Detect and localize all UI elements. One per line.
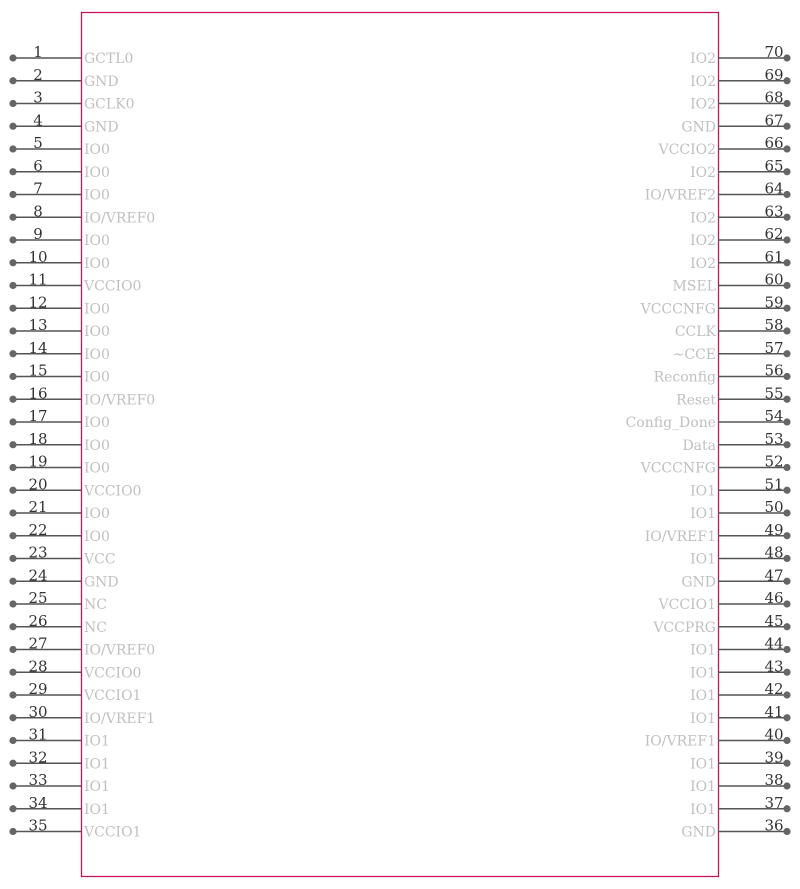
pin-14	[9, 339, 110, 363]
pin-number: 51	[764, 475, 784, 494]
pin-endpoint-dot	[783, 259, 790, 266]
pin-24	[9, 566, 118, 590]
pin-name: IO0	[84, 255, 110, 272]
pin-number: 47	[764, 566, 784, 585]
pin-41	[690, 703, 791, 727]
pin-number: 50	[764, 498, 784, 516]
pin-endpoint-dot	[783, 441, 790, 448]
component-body	[82, 13, 719, 877]
pin-number: 9	[33, 225, 43, 243]
pin-endpoint-dot	[9, 441, 16, 448]
pin-name: IO/VREF0	[84, 642, 156, 659]
pin-70	[690, 43, 791, 67]
pin-63	[690, 202, 791, 226]
pin-endpoint-dot	[783, 418, 790, 425]
pin-name: IO0	[84, 460, 110, 477]
pin-number: 64	[764, 179, 784, 198]
pin-name: IO1	[84, 801, 110, 818]
pin-endpoint-dot	[783, 282, 790, 289]
pin-name: IO2	[690, 210, 716, 227]
pin-name: IO0	[84, 301, 110, 318]
pin-name: IO/VREF1	[644, 733, 716, 750]
pin-endpoint-dot	[783, 509, 790, 516]
pin-number: 27	[28, 634, 48, 653]
pin-number: 35	[28, 816, 48, 835]
pin-endpoint-dot	[9, 259, 16, 266]
pin-55	[676, 384, 791, 408]
pin-name: VCCCNFG	[640, 460, 716, 477]
pin-name: IO1	[690, 483, 716, 500]
pin-22	[9, 521, 110, 545]
pin-name: IO0	[84, 369, 110, 386]
pin-number: 11	[28, 270, 48, 289]
pin-number: 55	[764, 384, 784, 403]
pin-endpoint-dot	[9, 623, 16, 630]
pin-endpoint-dot	[783, 191, 790, 198]
pin-endpoint-dot	[783, 623, 790, 630]
pin-name: GCTL0	[84, 51, 134, 67]
pin-number: 52	[764, 452, 784, 471]
pin-45	[652, 612, 790, 636]
pin-number: 67	[764, 111, 784, 130]
pin-7	[9, 180, 110, 204]
pin-endpoint-dot	[9, 714, 16, 721]
pin-name: Data	[682, 437, 716, 454]
pin-54	[626, 407, 791, 431]
pin-35	[9, 817, 141, 841]
pin-endpoint-dot	[783, 464, 790, 471]
pin-16	[9, 384, 155, 408]
pin-number: 22	[28, 520, 48, 539]
pin-name: IO1	[690, 551, 716, 568]
pin-name: IO1	[690, 688, 716, 704]
pin-57	[673, 339, 791, 363]
pin-number: 24	[28, 566, 48, 585]
pin-endpoint-dot	[9, 464, 16, 471]
pin-number: 23	[28, 543, 48, 562]
pin-37	[690, 794, 791, 818]
pin-2	[9, 66, 118, 90]
pin-56	[654, 362, 791, 386]
pin-67	[681, 111, 790, 135]
pin-40	[645, 726, 791, 750]
pin-name: IO1	[690, 710, 716, 727]
pin-name: IO2	[690, 255, 716, 272]
pin-name: IO/VREF2	[644, 187, 716, 204]
pin-number: 28	[28, 657, 48, 676]
pin-28	[9, 657, 141, 681]
pin-endpoint-dot	[783, 578, 790, 585]
pin-number: 14	[28, 338, 48, 357]
pin-endpoint-dot	[9, 282, 16, 289]
pin-name: GND	[681, 824, 716, 841]
pin-endpoint-dot	[9, 145, 16, 152]
pin-58	[675, 316, 791, 340]
pin-name: MSEL	[672, 278, 716, 295]
pin-endpoint-dot	[9, 214, 16, 221]
pin-number: 58	[764, 316, 784, 334]
pin-endpoint-dot	[9, 168, 16, 175]
pin-name: GND	[84, 119, 119, 136]
pin-number: 65	[764, 156, 784, 175]
pin-number: 3	[33, 88, 43, 107]
pin-33	[9, 771, 110, 795]
pin-endpoint-dot	[9, 691, 16, 698]
pin-name: IO0	[84, 233, 110, 249]
pin-number: 46	[764, 589, 784, 607]
pin-name: IO0	[84, 164, 110, 181]
pin-name: CCLK	[674, 324, 716, 340]
pin-10	[9, 248, 110, 272]
pin-name: GND	[84, 73, 119, 90]
pin-number: 36	[764, 816, 784, 835]
pin-name: IO0	[84, 506, 110, 522]
pin-69	[690, 66, 791, 90]
pin-number: 60	[764, 270, 784, 289]
pin-number: 43	[764, 657, 784, 676]
pin-number: 16	[28, 384, 48, 403]
pin-23	[9, 544, 115, 568]
pin-endpoint-dot	[783, 691, 790, 698]
pin-number: 49	[764, 520, 784, 539]
pin-68	[690, 89, 791, 113]
pin-name: GND	[84, 574, 119, 591]
pin-53	[682, 430, 790, 454]
pin-number: 32	[28, 748, 48, 767]
pin-number: 59	[764, 293, 784, 312]
pin-endpoint-dot	[9, 54, 16, 61]
pin-number: 48	[764, 543, 784, 562]
pin-endpoint-dot	[9, 191, 16, 198]
pin-name: IO0	[84, 324, 110, 340]
pin-number: 40	[764, 725, 784, 744]
pin-endpoint-dot	[783, 305, 790, 312]
pin-name: GND	[681, 119, 716, 136]
pin-endpoint-dot	[783, 555, 790, 562]
pin-name: NC	[84, 597, 107, 613]
pin-11	[9, 271, 141, 295]
pin-endpoint-dot	[783, 760, 790, 767]
pin-endpoint-dot	[783, 669, 790, 676]
pin-endpoint-dot	[783, 54, 790, 61]
pin-number: 69	[764, 65, 784, 84]
pin-name: GCLK0	[84, 96, 135, 113]
pin-name: VCCIO0	[84, 483, 142, 500]
pin-number: 38	[764, 771, 784, 789]
pin-endpoint-dot	[783, 487, 790, 494]
pin-1	[9, 43, 133, 67]
pin-39	[690, 748, 791, 772]
pin-name: GND	[681, 574, 716, 591]
pin-endpoint-dot	[783, 327, 790, 334]
pin-29	[9, 680, 141, 704]
pin-number: 31	[28, 725, 48, 744]
pin-number: 18	[28, 429, 48, 448]
pin-name: IO/VREF0	[84, 210, 156, 227]
pin-number: 68	[764, 88, 784, 107]
pin-endpoint-dot	[783, 214, 790, 221]
pin-61	[690, 248, 791, 272]
pin-name: VCC	[84, 551, 116, 568]
pin-endpoint-dot	[783, 77, 790, 84]
pin-name: VCCIO0	[84, 278, 142, 295]
pin-endpoint-dot	[783, 532, 790, 539]
pin-endpoint-dot	[783, 828, 790, 835]
pin-name: IO0	[84, 346, 110, 363]
pin-endpoint-dot	[783, 373, 790, 380]
pin-48	[690, 544, 791, 568]
pin-43	[690, 657, 791, 681]
pin-42	[690, 680, 791, 704]
pin-15	[9, 362, 110, 386]
pin-endpoint-dot	[783, 168, 790, 175]
pin-endpoint-dot	[9, 327, 16, 334]
pin-38	[690, 771, 791, 795]
pin-number: 41	[764, 702, 784, 721]
pin-number: 1	[33, 43, 43, 61]
pin-number: 6	[33, 156, 43, 175]
pin-name: IO2	[690, 73, 716, 90]
pin-number: 54	[764, 407, 784, 425]
pin-49	[645, 521, 791, 545]
pin-name: IO0	[84, 187, 110, 204]
pin-name: ~CCE	[672, 346, 716, 363]
pin-name: IO0	[84, 142, 110, 158]
pin-number: 8	[33, 202, 43, 221]
pin-name: Config_Done	[625, 415, 716, 431]
pin-number: 33	[28, 771, 48, 789]
pin-endpoint-dot	[9, 555, 16, 562]
pin-5	[9, 134, 110, 158]
pin-name: IO2	[690, 51, 716, 67]
pin-endpoint-dot	[9, 737, 16, 744]
pin-endpoint-dot	[9, 805, 16, 812]
pin-name: IO1	[690, 665, 716, 682]
pin-endpoint-dot	[783, 805, 790, 812]
pin-endpoint-dot	[9, 236, 16, 243]
pin-51	[690, 475, 791, 499]
pin-30	[9, 703, 155, 727]
pin-number: 20	[28, 475, 48, 494]
pin-number: 44	[764, 634, 784, 653]
pin-number: 42	[764, 680, 784, 698]
pin-name: IO1	[690, 642, 716, 659]
pin-name: IO2	[690, 233, 716, 249]
pin-number: 7	[33, 179, 43, 198]
pin-endpoint-dot	[9, 396, 16, 403]
pin-name: VCCIO1	[84, 824, 142, 841]
pin-number: 57	[764, 338, 784, 357]
pin-26	[9, 612, 107, 636]
pin-name: IO2	[690, 164, 716, 181]
pin-name: Reset	[676, 392, 716, 409]
pin-name: IO0	[84, 437, 110, 454]
pin-endpoint-dot	[9, 646, 16, 653]
pin-name: VCCIO1	[84, 688, 142, 704]
pin-64	[645, 180, 791, 204]
pin-19	[9, 453, 110, 477]
pin-25	[9, 589, 107, 613]
pin-endpoint-dot	[9, 532, 16, 539]
pin-name: IO0	[84, 415, 110, 431]
pin-number: 17	[28, 407, 48, 425]
pin-number: 25	[28, 589, 48, 607]
pin-endpoint-dot	[783, 145, 790, 152]
pin-47	[681, 566, 790, 590]
pin-13	[9, 316, 110, 340]
pin-50	[690, 498, 791, 522]
pin-endpoint-dot	[783, 350, 790, 357]
pin-endpoint-dot	[9, 350, 16, 357]
pin-36	[681, 817, 790, 841]
pin-number: 70	[764, 43, 784, 61]
pin-number: 62	[764, 225, 784, 243]
pin-number: 61	[764, 247, 784, 266]
pin-endpoint-dot	[783, 123, 790, 130]
pin-number: 10	[28, 247, 48, 266]
pin-17	[9, 407, 110, 431]
pin-endpoint-dot	[9, 487, 16, 494]
pin-name: VCCCNFG	[640, 301, 716, 318]
pin-name: IO1	[690, 801, 716, 818]
pin-endpoint-dot	[9, 123, 16, 130]
pin-21	[9, 498, 110, 522]
pin-number: 26	[28, 611, 48, 630]
pin-44	[690, 635, 791, 659]
pin-number: 4	[33, 111, 43, 130]
pin-endpoint-dot	[9, 578, 16, 585]
pin-number: 2	[33, 65, 43, 84]
pin-name: IO1	[84, 779, 110, 795]
pin-name: Reconfig	[653, 369, 716, 386]
pin-number: 19	[28, 452, 48, 471]
pin-number: 12	[28, 293, 48, 312]
pin-46	[658, 589, 791, 613]
pin-31	[9, 726, 110, 750]
pin-endpoint-dot	[783, 396, 790, 403]
pin-number: 37	[764, 793, 784, 812]
pin-endpoint-dot	[9, 373, 16, 380]
pin-endpoint-dot	[9, 509, 16, 516]
pin-endpoint-dot	[783, 714, 790, 721]
pin-number: 45	[764, 611, 784, 630]
pin-endpoint-dot	[9, 100, 16, 107]
pin-number: 53	[764, 429, 784, 448]
pin-9	[9, 225, 110, 249]
pin-number: 56	[764, 361, 784, 380]
pin-number: 21	[28, 498, 48, 516]
pin-6	[9, 157, 110, 181]
pin-60	[673, 271, 791, 295]
pin-endpoint-dot	[9, 828, 16, 835]
pin-name: IO/VREF0	[84, 392, 156, 409]
pin-number: 30	[28, 702, 48, 721]
pin-endpoint-dot	[9, 77, 16, 84]
pin-name: VCCIO2	[658, 142, 716, 158]
pin-endpoint-dot	[9, 669, 16, 676]
pin-20	[9, 475, 141, 499]
pin-endpoint-dot	[783, 737, 790, 744]
pin-name: IO/VREF1	[644, 528, 716, 545]
pin-name: IO2	[690, 96, 716, 113]
pin-name: NC	[84, 619, 107, 636]
pin-12	[9, 293, 110, 317]
pin-34	[9, 794, 110, 818]
pin-59	[640, 293, 791, 317]
pin-endpoint-dot	[783, 782, 790, 789]
pin-name: VCCIO0	[84, 665, 142, 682]
pin-endpoint-dot	[783, 646, 790, 653]
pin-27	[9, 635, 155, 659]
pin-18	[9, 430, 110, 454]
pin-number: 66	[764, 134, 784, 152]
pin-32	[9, 748, 110, 772]
pin-name: IO/VREF1	[84, 710, 156, 727]
pin-65	[690, 157, 791, 181]
pin-3	[9, 89, 134, 113]
pin-endpoint-dot	[783, 236, 790, 243]
pin-number: 13	[28, 316, 48, 334]
pin-name: IO1	[690, 756, 716, 773]
pin-name: IO1	[84, 756, 110, 773]
pin-4	[9, 111, 118, 135]
pin-52	[640, 453, 791, 477]
pin-name: IO1	[84, 733, 110, 750]
pin-name: VCCIO1	[658, 597, 716, 613]
pin-name: IO0	[84, 528, 110, 545]
pin-number: 39	[764, 748, 784, 767]
pin-endpoint-dot	[9, 760, 16, 767]
pin-endpoint-dot	[9, 782, 16, 789]
pin-number: 63	[764, 202, 784, 221]
pin-name: IO1	[690, 506, 716, 522]
pin-62	[690, 225, 791, 249]
pin-number: 34	[28, 793, 48, 812]
pin-name: VCCPRG	[653, 619, 716, 636]
pin-name: IO1	[690, 779, 716, 795]
pin-endpoint-dot	[783, 100, 790, 107]
pin-number: 29	[28, 680, 48, 698]
pin-number: 5	[33, 134, 43, 152]
pin-endpoint-dot	[783, 600, 790, 607]
pin-endpoint-dot	[9, 418, 16, 425]
pin-endpoint-dot	[9, 305, 16, 312]
pin-number: 15	[28, 361, 48, 380]
pin-8	[9, 202, 155, 226]
pin-66	[658, 134, 791, 158]
pin-endpoint-dot	[9, 600, 16, 607]
left-pin-column	[9, 43, 155, 841]
right-pin-column	[626, 43, 791, 841]
